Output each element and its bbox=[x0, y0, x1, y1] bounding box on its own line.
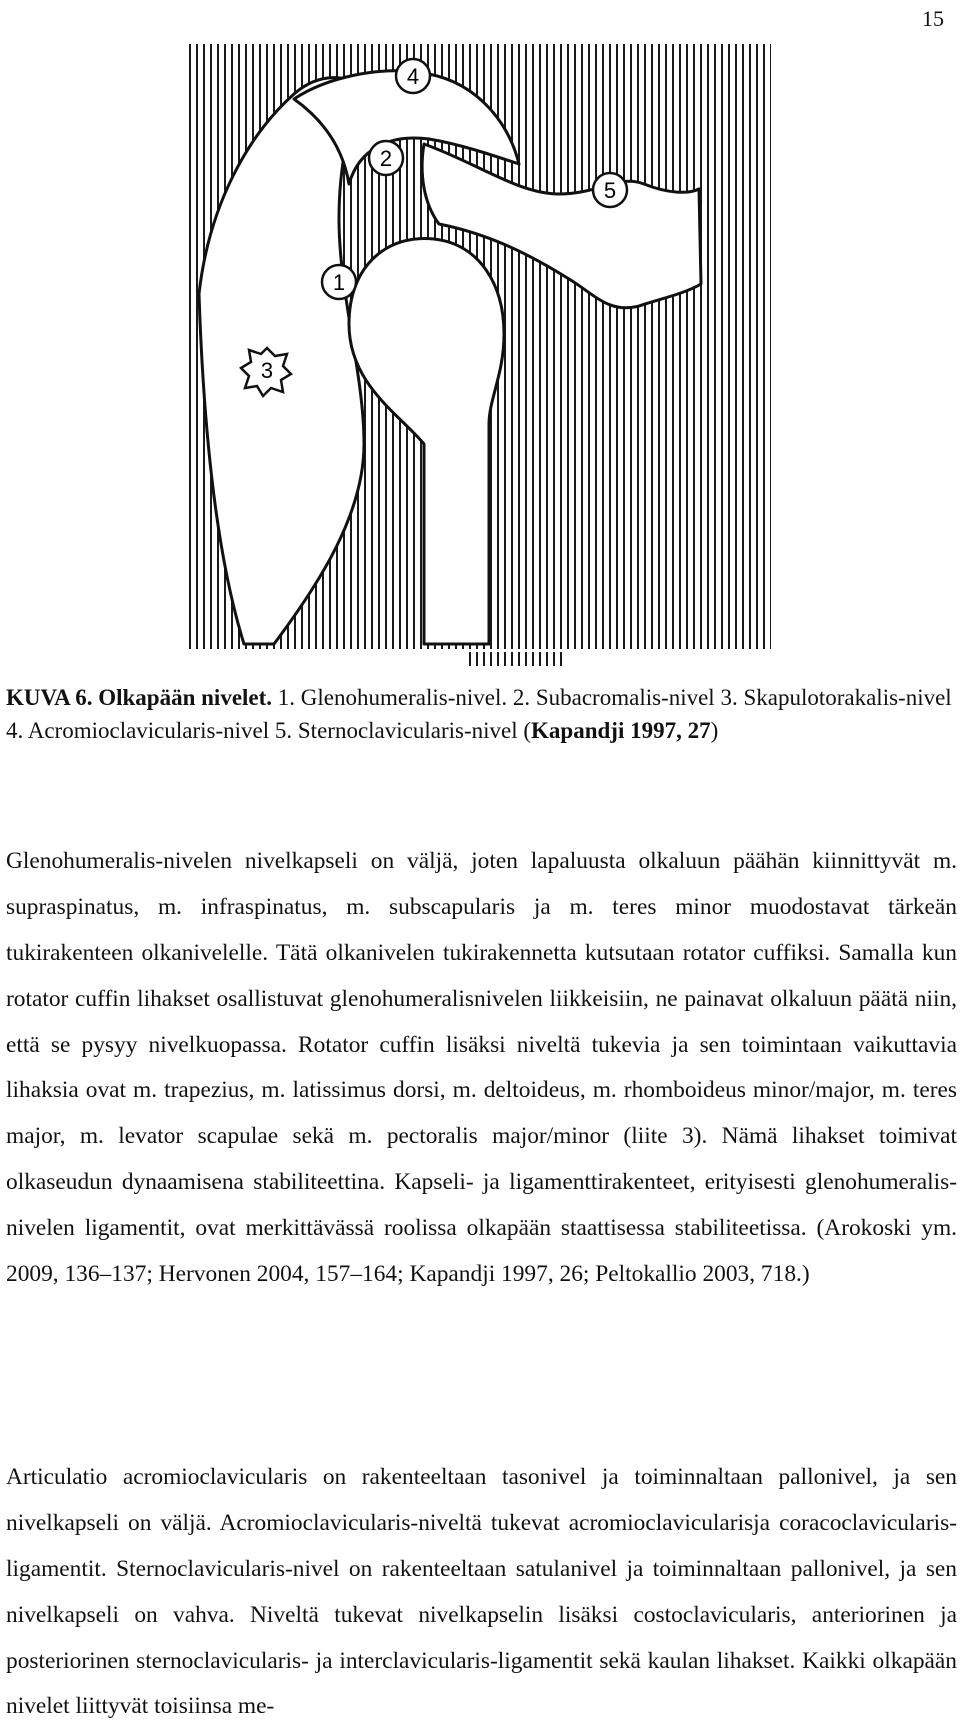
caption-source: Kapandji 1997, 27 bbox=[531, 718, 711, 743]
caption-text: 1. Glenohumeralis-nivel. 2. Subacromalis-nivel 3. Skapulotorakalis-nivel 4. Acromioclavicularis-nivel 5. Sternoclavicularis-nivel ( bbox=[6, 685, 952, 743]
marker-4-label: 4 bbox=[406, 64, 420, 89]
marker-2-label: 2 bbox=[379, 146, 393, 171]
marker-2 bbox=[369, 141, 403, 175]
paragraph-2: Articulatio acromioclavicularis on rakenteeltaan tasonivel ja toiminnaltaan pallonivel, ja sen nivelkapseli on väljä. Acromioclavicularis-niveltä tukevat acromioclavicularisja coracoclavicularis-ligamentit. Sternoclavicularis-nivel on rakenteeltaan satulanivel ja toiminnaltaan pallonivel, ja sen nivelkapseli on vahva. Niveltä tukevat nivelkapselin lisäksi costoclavicularis, anteriorinen ja posteriorinen sternoclavicularis- ja interclavicularis-ligamentit sekä kaulan lihakset. Kaikki olkapään nivelet liittyvät toisiinsa me- bbox=[6, 1464, 957, 1720]
marker-3-label: 3 bbox=[260, 358, 274, 383]
marker-1-label: 1 bbox=[332, 270, 346, 295]
figure-caption bbox=[6, 681, 956, 747]
shoulder-joints-figure bbox=[189, 44, 771, 666]
marker-1 bbox=[322, 265, 356, 299]
marker-4 bbox=[396, 59, 430, 93]
marker-5-label: 5 bbox=[603, 178, 617, 203]
caption-label: KUVA 6. Olkapään nivelet. bbox=[6, 685, 273, 710]
marker-5 bbox=[593, 173, 627, 207]
caption-source-end: ) bbox=[710, 718, 719, 743]
page-number: 15 bbox=[922, 6, 944, 31]
paragraph-1: Glenohumeralis-nivelen nivelkapseli on väljä, joten lapaluusta olkaluun päähän kiinnittyvät m. supraspinatus, m. infraspinatus, m. subscapularis ja m. teres minor muodostavat tärkeän tukirakenteen olkanivelelle. Tätä olkanivelen tukirakennetta kutsutaan rotator cuffiksi. Samalla kun rotator cuffin lihakset osallistuvat glenohumeralisnivelen liikkeisiin, ne painavat olkaluun päätä niin, että se pysyy nivelkuopassa. Rotator cuffin lisäksi niveltä tukevia ja sen toimintaan vaikuttavia lihaksia ovat m. trapezius, m. latissimus dorsi, m. deltoideus, m. rhomboideus minor/major, m. teres major, m. levator scapulae sekä m. pectoralis major/minor (liite 3). Nämä lihakset toimivat olkaseudun dynaamisena stabiliteettina. Kapseli- ja ligamenttirakenteet, erityisesti glenohumeralis-nivelen ligamentit, ovat merkittävässä roolissa olkapään staattisessa stabiliteetissa. (Arokoski ym. 2009, 136–137; Hervonen 2004, 157–164; Kapandji 1997, 26; Peltokallio 2003, 718.) bbox=[6, 848, 957, 1287]
